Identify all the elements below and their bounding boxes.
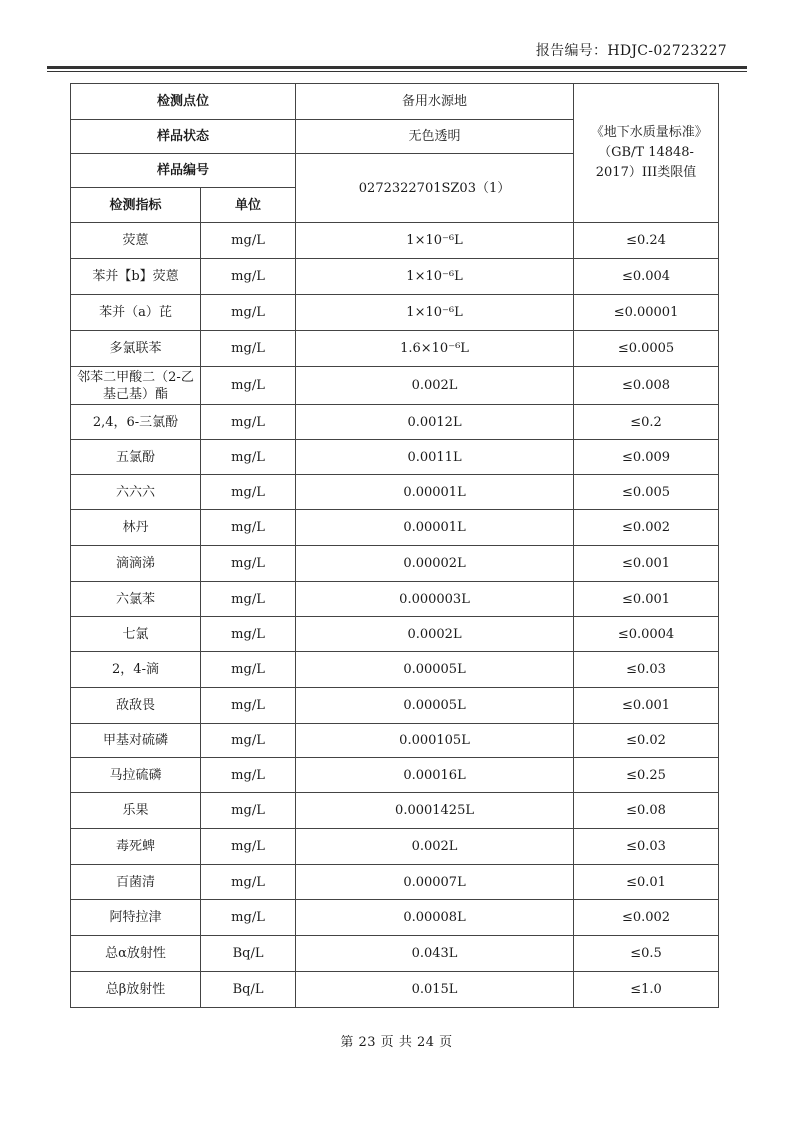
cell-unit: mg/L bbox=[201, 688, 296, 724]
table-row bbox=[71, 223, 719, 259]
cell-unit: mg/L bbox=[201, 440, 296, 475]
cell-limit: ≤0.5 bbox=[574, 936, 719, 972]
page-footer: 第 23 页 共 24 页 bbox=[340, 1035, 453, 1050]
cell-indicator: 2，4-滴 bbox=[71, 652, 201, 688]
cell-limit: ≤0.25 bbox=[574, 758, 719, 793]
results-table-body bbox=[71, 84, 719, 1008]
cell-result: 1×10⁻⁶L bbox=[296, 223, 574, 259]
cell-unit: mg/L bbox=[201, 582, 296, 617]
cell-limit: ≤1.0 bbox=[574, 972, 719, 1008]
cell-limit: ≤0.08 bbox=[574, 793, 719, 829]
cell-indicator: 总α放射性 bbox=[71, 936, 201, 972]
header-rule-thick bbox=[47, 66, 747, 69]
unit-label: 单位 bbox=[201, 188, 296, 223]
cell-result: 0.00001L bbox=[296, 510, 574, 546]
table-row bbox=[71, 367, 719, 405]
table-row bbox=[71, 758, 719, 793]
table-row bbox=[71, 546, 719, 582]
cell-limit: ≤0.002 bbox=[574, 510, 719, 546]
cell-indicator: 苯并（a）芘 bbox=[71, 295, 201, 331]
table-row bbox=[71, 652, 719, 688]
cell-indicator: 百菌清 bbox=[71, 865, 201, 900]
table-row bbox=[71, 259, 719, 295]
cell-limit: ≤0.00001 bbox=[574, 295, 719, 331]
cell-indicator: 荧蒽 bbox=[71, 223, 201, 259]
cell-result: 0.002L bbox=[296, 829, 574, 865]
cell-limit: ≤0.002 bbox=[574, 900, 719, 936]
cell-result: 0.043L bbox=[296, 936, 574, 972]
cell-limit: ≤0.03 bbox=[574, 829, 719, 865]
cell-result: 0.000003L bbox=[296, 582, 574, 617]
cell-unit: Bq/L bbox=[201, 936, 296, 972]
state-label: 样品状态 bbox=[71, 120, 296, 154]
cell-unit: mg/L bbox=[201, 331, 296, 367]
cell-result: 0.00007L bbox=[296, 865, 574, 900]
cell-limit: ≤0.008 bbox=[574, 367, 719, 405]
table-row bbox=[71, 688, 719, 724]
cell-result: 0.00008L bbox=[296, 900, 574, 936]
cell-unit: mg/L bbox=[201, 758, 296, 793]
cell-result: 0.0001425L bbox=[296, 793, 574, 829]
cell-indicator: 2,4，6-三氯酚 bbox=[71, 405, 201, 440]
cell-indicator: 七氯 bbox=[71, 617, 201, 652]
cell-indicator: 五氯酚 bbox=[71, 440, 201, 475]
cell-result: 0.00002L bbox=[296, 546, 574, 582]
cell-unit: mg/L bbox=[201, 652, 296, 688]
cell-limit: ≤0.01 bbox=[574, 865, 719, 900]
state-value: 无色透明 bbox=[296, 120, 574, 154]
cell-limit: ≤0.001 bbox=[574, 582, 719, 617]
cell-unit: mg/L bbox=[201, 405, 296, 440]
cell-indicator: 毒死蜱 bbox=[71, 829, 201, 865]
standard-header: 《地下水质量标准》（GB/T 14848-2017）III类限值 bbox=[574, 84, 719, 223]
cell-indicator: 甲基对硫磷 bbox=[71, 724, 201, 758]
cell-limit: ≤0.03 bbox=[574, 652, 719, 688]
sample-no-label: 样品编号 bbox=[71, 154, 296, 188]
cell-indicator: 阿特拉津 bbox=[71, 900, 201, 936]
cell-limit: ≤0.24 bbox=[574, 223, 719, 259]
cell-result: 0.000105L bbox=[296, 724, 574, 758]
table-row bbox=[71, 582, 719, 617]
sample-no-value: 0272322701SZ03（1） bbox=[296, 154, 574, 223]
cell-unit: mg/L bbox=[201, 259, 296, 295]
cell-indicator: 总β放射性 bbox=[71, 972, 201, 1008]
cell-limit: ≤0.2 bbox=[574, 405, 719, 440]
cell-unit: mg/L bbox=[201, 475, 296, 510]
cell-indicator: 乐果 bbox=[71, 793, 201, 829]
cell-unit: mg/L bbox=[201, 829, 296, 865]
cell-indicator: 多氯联苯 bbox=[71, 331, 201, 367]
cell-result: 0.0011L bbox=[296, 440, 574, 475]
point-label: 检测点位 bbox=[71, 84, 296, 120]
cell-result: 0.00005L bbox=[296, 688, 574, 724]
cell-indicator: 林丹 bbox=[71, 510, 201, 546]
cell-indicator: 六六六 bbox=[71, 475, 201, 510]
table-row bbox=[71, 793, 719, 829]
cell-result: 0.0002L bbox=[296, 617, 574, 652]
cell-limit: ≤0.02 bbox=[574, 724, 719, 758]
indicator-label: 检测指标 bbox=[71, 188, 201, 223]
table-row bbox=[71, 829, 719, 865]
cell-result: 1×10⁻⁶L bbox=[296, 295, 574, 331]
table-row bbox=[71, 936, 719, 972]
cell-limit: ≤0.0004 bbox=[574, 617, 719, 652]
table-row bbox=[71, 617, 719, 652]
report-number: 报告编号：HDJC-02723227 bbox=[535, 43, 727, 59]
cell-unit: mg/L bbox=[201, 295, 296, 331]
cell-result: 0.00001L bbox=[296, 475, 574, 510]
table-row bbox=[71, 865, 719, 900]
table-row bbox=[71, 475, 719, 510]
cell-unit: mg/L bbox=[201, 223, 296, 259]
table-row bbox=[71, 900, 719, 936]
cell-limit: ≤0.0005 bbox=[574, 331, 719, 367]
cell-unit: mg/L bbox=[201, 367, 296, 405]
cell-unit: mg/L bbox=[201, 510, 296, 546]
table-row bbox=[71, 510, 719, 546]
cell-indicator: 六氯苯 bbox=[71, 582, 201, 617]
cell-limit: ≤0.001 bbox=[574, 688, 719, 724]
cell-result: 0.015L bbox=[296, 972, 574, 1008]
cell-result: 1.6×10⁻⁶L bbox=[296, 331, 574, 367]
cell-indicator: 苯并【b】荧蒽 bbox=[71, 259, 201, 295]
header-rule-thin bbox=[47, 71, 747, 72]
cell-result: 1×10⁻⁶L bbox=[296, 259, 574, 295]
table-row bbox=[71, 331, 719, 367]
point-value: 备用水源地 bbox=[296, 84, 574, 120]
cell-result: 0.00005L bbox=[296, 652, 574, 688]
cell-result: 0.002L bbox=[296, 367, 574, 405]
cell-unit: mg/L bbox=[201, 724, 296, 758]
cell-result: 0.0012L bbox=[296, 405, 574, 440]
cell-limit: ≤0.005 bbox=[574, 475, 719, 510]
cell-unit: mg/L bbox=[201, 617, 296, 652]
cell-indicator: 邻苯二甲酸二（2-乙基己基）酯 bbox=[71, 367, 201, 405]
table-row bbox=[71, 295, 719, 331]
table-row bbox=[71, 440, 719, 475]
cell-indicator: 滴滴涕 bbox=[71, 546, 201, 582]
table-row bbox=[71, 972, 719, 1008]
cell-limit: ≤0.009 bbox=[574, 440, 719, 475]
results-table bbox=[70, 83, 719, 1008]
cell-limit: ≤0.004 bbox=[574, 259, 719, 295]
cell-indicator: 敌敌畏 bbox=[71, 688, 201, 724]
table-row bbox=[71, 724, 719, 758]
cell-result: 0.00016L bbox=[296, 758, 574, 793]
cell-unit: Bq/L bbox=[201, 972, 296, 1008]
cell-unit: mg/L bbox=[201, 900, 296, 936]
table-header-row bbox=[71, 84, 719, 120]
cell-limit: ≤0.001 bbox=[574, 546, 719, 582]
cell-indicator: 马拉硫磷 bbox=[71, 758, 201, 793]
cell-unit: mg/L bbox=[201, 865, 296, 900]
cell-unit: mg/L bbox=[201, 793, 296, 829]
table-row bbox=[71, 405, 719, 440]
cell-unit: mg/L bbox=[201, 546, 296, 582]
